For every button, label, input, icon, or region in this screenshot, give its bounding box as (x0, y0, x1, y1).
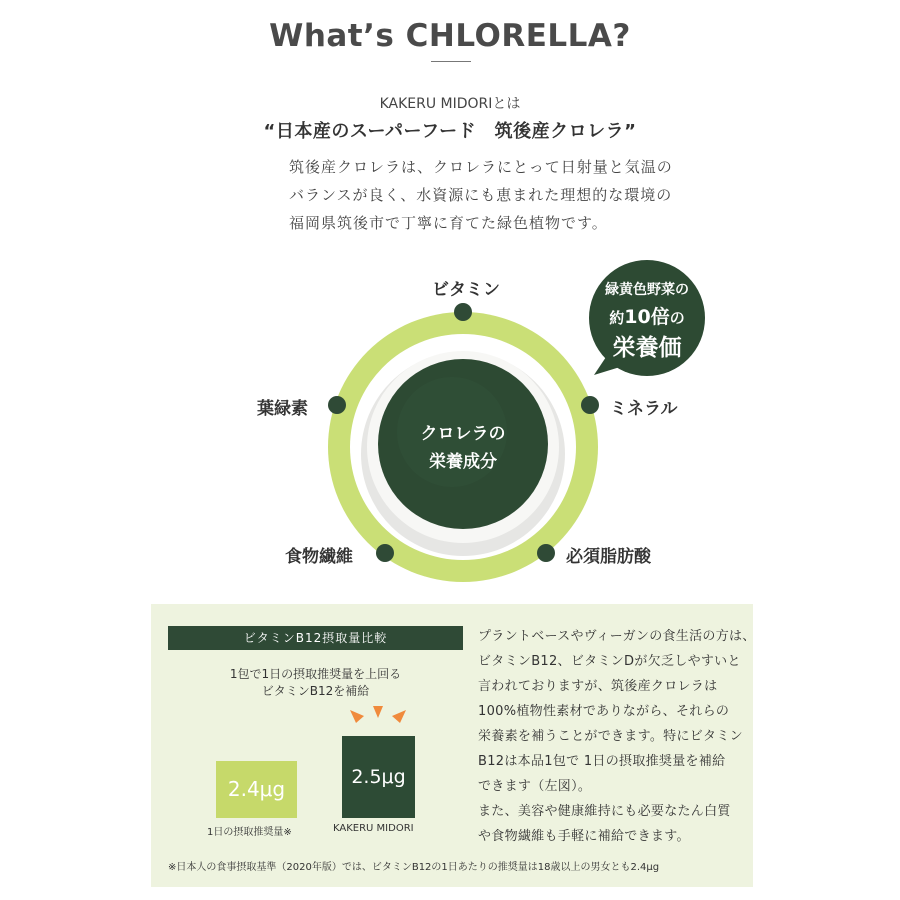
description-line: や食物繊維も手軽に補給できます。 (478, 829, 690, 844)
bar-product-value: 2.5μg (351, 766, 406, 788)
nutrient-label-fatty-acid: 必須脂肪酸 (566, 547, 651, 567)
bar-product-label: KAKERU MIDORI (333, 823, 414, 834)
description-line: できます（左図）。 (478, 779, 592, 794)
description-line: また、美容や健康維持にも必要なたん白質 (478, 804, 731, 819)
description-line: ビタミンB12、ビタミンDが欠乏しやすいと (478, 654, 741, 669)
description-line: B12は本品1包で 1日の摂取推奨量を補給 (478, 754, 726, 769)
bubble-prefix: 約 (609, 309, 625, 327)
b12-subtitle-line: 1包で1日の摂取推奨量を上回る (229, 667, 402, 681)
description-line: 栄養素を補うことができます。特にビタミン (478, 729, 743, 744)
b12-subtitle-line: ビタミンB12を補給 (261, 684, 370, 698)
intro-line: バランスが良く、水資源にも恵まれた理想的な環境の (289, 186, 673, 204)
headline: “日本産のスーパーフード 筑後産クロレラ” (263, 121, 637, 142)
bar-daily-value: 2.4μg (227, 777, 286, 801)
footnote: ※日本人の食事摂取基準（2020年版）では、ビタミンB12の1日あたりの推奨量は18歳以上の男女とも2.4μg (168, 862, 660, 873)
description-text (478, 624, 756, 849)
bar-daily-label: 1日の摂取推奨量※ (207, 827, 292, 838)
center-text-line-1: クロレラの (420, 424, 506, 444)
b12-comparison-header: ビタミンB12摂取量比較 (168, 626, 463, 650)
bubble-line-3: 栄養価 (612, 335, 682, 361)
dot-fatty-acid (537, 544, 555, 562)
bubble-suffix: の (669, 309, 685, 327)
bubble-line-1: 緑黄色野菜の (605, 282, 689, 298)
dot-vitamin (454, 303, 472, 321)
page-title: What’s CHLORELLA? (269, 18, 631, 54)
emphasis-arrows-icon (340, 704, 416, 730)
center-text-line-2: 栄養成分 (429, 452, 497, 472)
description-line: 言われておりますが、筑後産クロレラは (478, 679, 718, 694)
intro-line: 筑後産クロレラは、クロレラにとって日射量と気温の (289, 158, 673, 176)
description-line: 100%植物性素材でありながら、それらの (478, 704, 730, 719)
b12-subtitle (168, 666, 463, 700)
bubble-line-2 (609, 305, 684, 328)
nutrient-label-mineral: ミネラル (610, 399, 678, 419)
dot-chlorophyll (328, 396, 346, 414)
dot-mineral (581, 396, 599, 414)
nutrient-label-chlorophyll: 葉緑素 (257, 399, 308, 419)
intro-line: 福岡県筑後市で丁寧に育てた緑色植物です。 (289, 214, 608, 232)
nutrient-label-vitamin: ビタミン (432, 280, 500, 300)
dot-fiber (376, 544, 394, 562)
brand-line: KAKERU MIDORIとは (379, 96, 521, 112)
nutrient-label-fiber: 食物繊維 (285, 547, 353, 567)
bubble-emphasis: 10倍 (624, 306, 670, 328)
description-line: プラントベースやヴィーガンの食生活の方は、 (478, 629, 756, 644)
